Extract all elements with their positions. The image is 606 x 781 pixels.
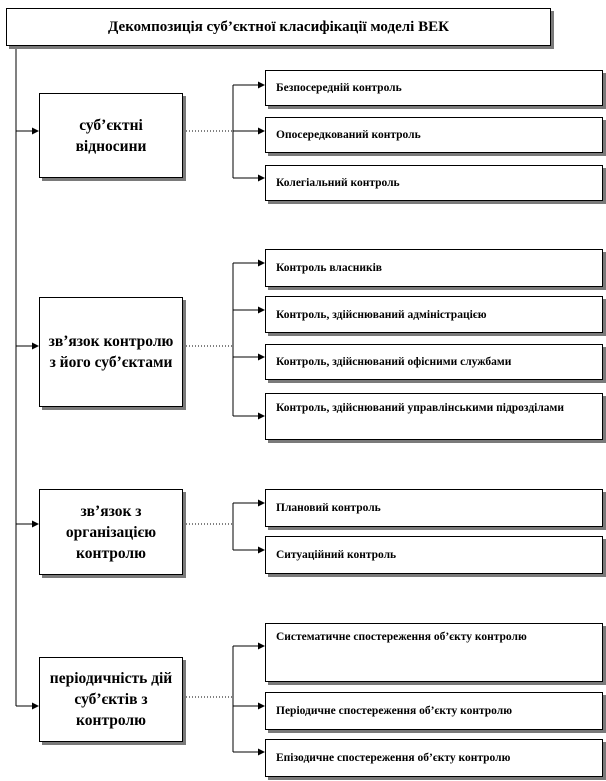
item-box: Колегіальний контроль [265, 165, 603, 201]
category-box-organization-link: зв’язок з організацією контролю [39, 489, 183, 575]
item-box: Контроль, здійснюваний управлінськими підрозділами [265, 393, 603, 440]
item-box: Контроль власників [265, 249, 603, 287]
category-box-control-subjects-link: зв’язок контролю з його суб’єктами [39, 297, 183, 407]
item-box: Контроль, здійснюваний офісними службами [265, 344, 603, 380]
category-box-subject-relations: суб’єктні відносини [39, 93, 183, 178]
item-box: Безпосередній контроль [265, 70, 603, 106]
item-box: Систематичне спостереження об’єкту контролю [265, 623, 603, 682]
item-box: Епізодичне спостереження об’єкту контролю [265, 739, 603, 777]
item-box: Плановий контроль [265, 489, 603, 527]
item-box: Періодичне спостереження об’єкту контролю [265, 692, 603, 730]
item-box: Опосередкований контроль [265, 117, 603, 153]
item-box: Ситуаційний контроль [265, 536, 603, 574]
category-box-periodicity: періодичність дій суб’єктів з контролю [39, 657, 183, 742]
item-box: Контроль, здійснюваний адміністрацією [265, 296, 603, 333]
diagram-title: Декомпозиція суб’єктної класифікації моделі ВЕК [6, 8, 551, 46]
